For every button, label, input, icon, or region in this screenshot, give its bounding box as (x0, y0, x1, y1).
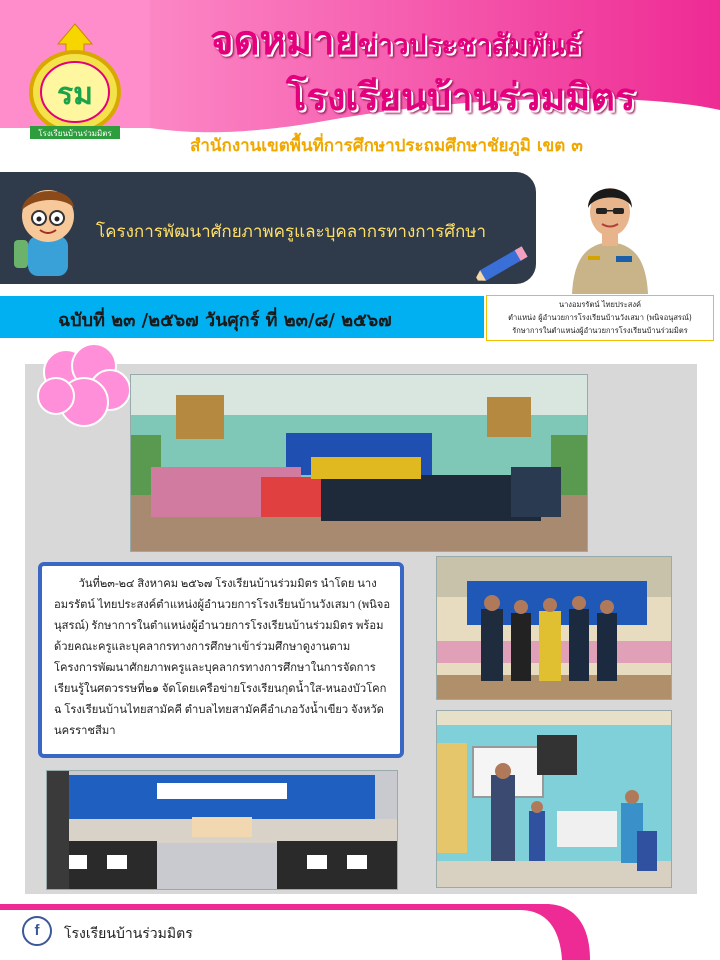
director-caption-box (486, 295, 714, 341)
school-logo (22, 22, 128, 140)
facebook-icon[interactable]: f (22, 916, 52, 946)
issue-number-date: ฉบับที่ ๒๓ /๒๕๖๗ วันศุกร์ ที่ ๒๓/๘/ ๒๕๖๗ (58, 310, 392, 331)
director-acting: รักษาการในตำแหน่งผู้อำนวยการโรงเรียนบ้านร่วมมิตร (512, 326, 688, 335)
title-sub: ข่าวประชาสัมพันธ์ (358, 28, 582, 61)
cartoon-boy-icon (6, 176, 90, 280)
logo-text: รม (57, 77, 93, 112)
news-article-box (38, 562, 404, 758)
small-group-photo (436, 556, 672, 700)
facebook-page-name[interactable]: โรงเรียนบ้านร่วมมิตร (64, 927, 193, 942)
news-article-body: วันที่๒๓-๒๔ สิงหาคม ๒๕๖๗ โรงเรียนบ้านร่วมมิตร นำโดย นางอมรรัตน์ ไทยประสงค์ตำแหน่งผู้อำนวยการโรงเรียนบ้านวังเสมา (พนิจอนุสรณ์) รักษาการในตำแหน่งผู้อำนวยการโรงเรียนบ้านร่วมมิตร พร้อมด้วยคณะครูและบุคลากรทางการศึกษาเข้าร่วมศึกษาดูงานตามโครงการพัฒนาศักยภาพครูและบุคลากรทางการศึกษาในการจัดการเรียนรู้ในศตวรรษที่๒๑ จัดโดยเครือข่ายโรงเรียนกุดน้ำใส-หนองบัวโคกฉ โรงเรียนบ้านไทยสามัคคี ตำบลไทยสามัคคีอำเภอวังน้ำเขียว จังหวัดนครราชสีมา (54, 578, 391, 737)
logo-caption: โรงเรียนบ้านร่วมมิตร (38, 129, 112, 138)
auditorium-photo (46, 770, 398, 890)
group-photo (130, 374, 588, 552)
pink-cloud-decoration (36, 342, 132, 428)
classroom-photo (436, 710, 672, 888)
title-main: จดหมาย (210, 18, 359, 64)
newsletter-title (210, 8, 581, 72)
school-name-title: โรงเรียนบ้านร่วมมิตร (286, 75, 636, 119)
pencil-icon (470, 244, 536, 284)
office-name: สำนักงานเขตพื้นที่การศึกษาประถมศึกษาชัยภูมิ เขต ๓ (190, 136, 583, 156)
director-position: ตำแหน่ง ผู้อำนวยการโรงเรียนบ้านวังเสมา (พนิจอนุสรณ์) (508, 313, 692, 322)
director-photo (562, 168, 658, 294)
project-title: โครงการพัฒนาศักยภาพครูและบุคลากรทางการศึกษา (96, 222, 487, 242)
director-name: นางอมรรัตน์ ไทยประสงค์ (558, 300, 642, 309)
